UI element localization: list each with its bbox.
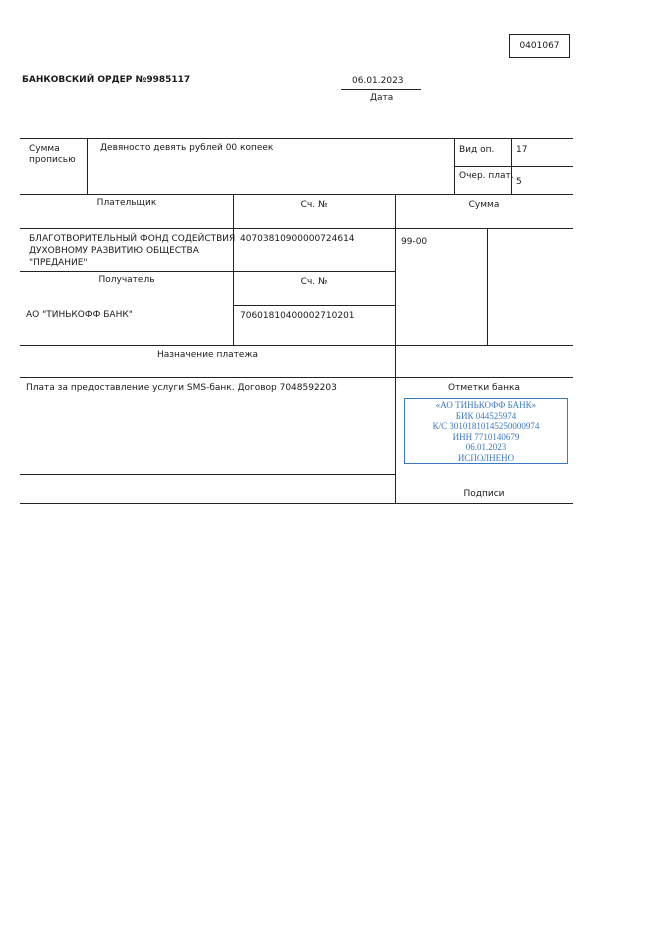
amount-words-label: Сумма [29,144,60,154]
stamp-date: 06.01.2023 [465,442,507,452]
payer-header: Плательщик [96,198,157,208]
date-label: Дата [370,93,394,103]
col-divider [511,138,512,194]
payer-account: 40703810900000724614 [240,234,355,244]
operation-type-label: Вид оп. [459,145,495,155]
row-divider [20,194,573,195]
recipient-account: 70601810400002710201 [240,311,355,321]
bank-marks-label: Отметки банка [448,383,520,393]
document-date: 06.01.2023 [352,76,404,86]
recipient-name: АО "ТИНЬКОФФ БАНК" [26,310,133,320]
stamp-inn: ИНН 7710140679 [452,431,520,442]
payer-name-line: БЛАГОТВОРИТЕЛЬНЫЙ ФОНД СОДЕЙСТВИЯ [29,234,236,244]
purpose-label: Назначение платежа [156,350,258,360]
amount-words-value: Девяносто девять рублей 00 копеек [100,143,274,153]
bank-stamp [404,398,568,464]
operation-type-value: 17 [516,145,528,155]
stamp-bank-name: «АО ТИНЬКОФФ БАНК» [435,400,537,410]
row-divider [20,228,573,229]
priority-value: 5 [516,177,522,187]
col-divider [233,194,234,345]
row-divider [20,345,573,346]
amount-value: 99-00 [401,237,428,247]
table-border-top [20,138,573,139]
row-divider [20,377,573,378]
row-divider [233,305,395,306]
account2-header: Сч. № [300,277,328,287]
amount-header: Сумма [468,200,500,210]
operation-divider [454,166,573,167]
col-divider [87,138,88,194]
stamp-corr-account: К/С 30101810145250000974 [432,421,540,431]
stamp-status: ИСПОЛНЕНО [457,452,515,463]
row-divider [20,474,395,475]
recipient-header: Получатель [98,275,155,285]
col-divider [454,138,455,194]
table-border-bottom [20,503,573,504]
payer-name-line: ДУХОВНОМУ РАЗВИТИЮ ОБЩЕСТВА [29,246,199,256]
amount-words-label: прописью [29,155,76,165]
date-underline [341,89,421,90]
stamp-bik: БИК 044525974 [455,410,517,421]
row-divider [20,271,395,272]
document-title: БАНКОВСКИЙ ОРДЕР №9985117 [22,75,191,85]
purpose-text: Плата за предоставление услуги SMS-банк. Договор 7048592203 [26,383,337,393]
col-divider [395,194,396,503]
signatures-label: Подписи [463,489,505,499]
payer-name-line: "ПРЕДАНИЕ" [29,258,88,268]
account-header: Сч. № [300,200,328,210]
col-divider [487,228,488,345]
form-code: 0401067 [509,34,570,58]
priority-label: Очер. плат. [459,171,514,181]
